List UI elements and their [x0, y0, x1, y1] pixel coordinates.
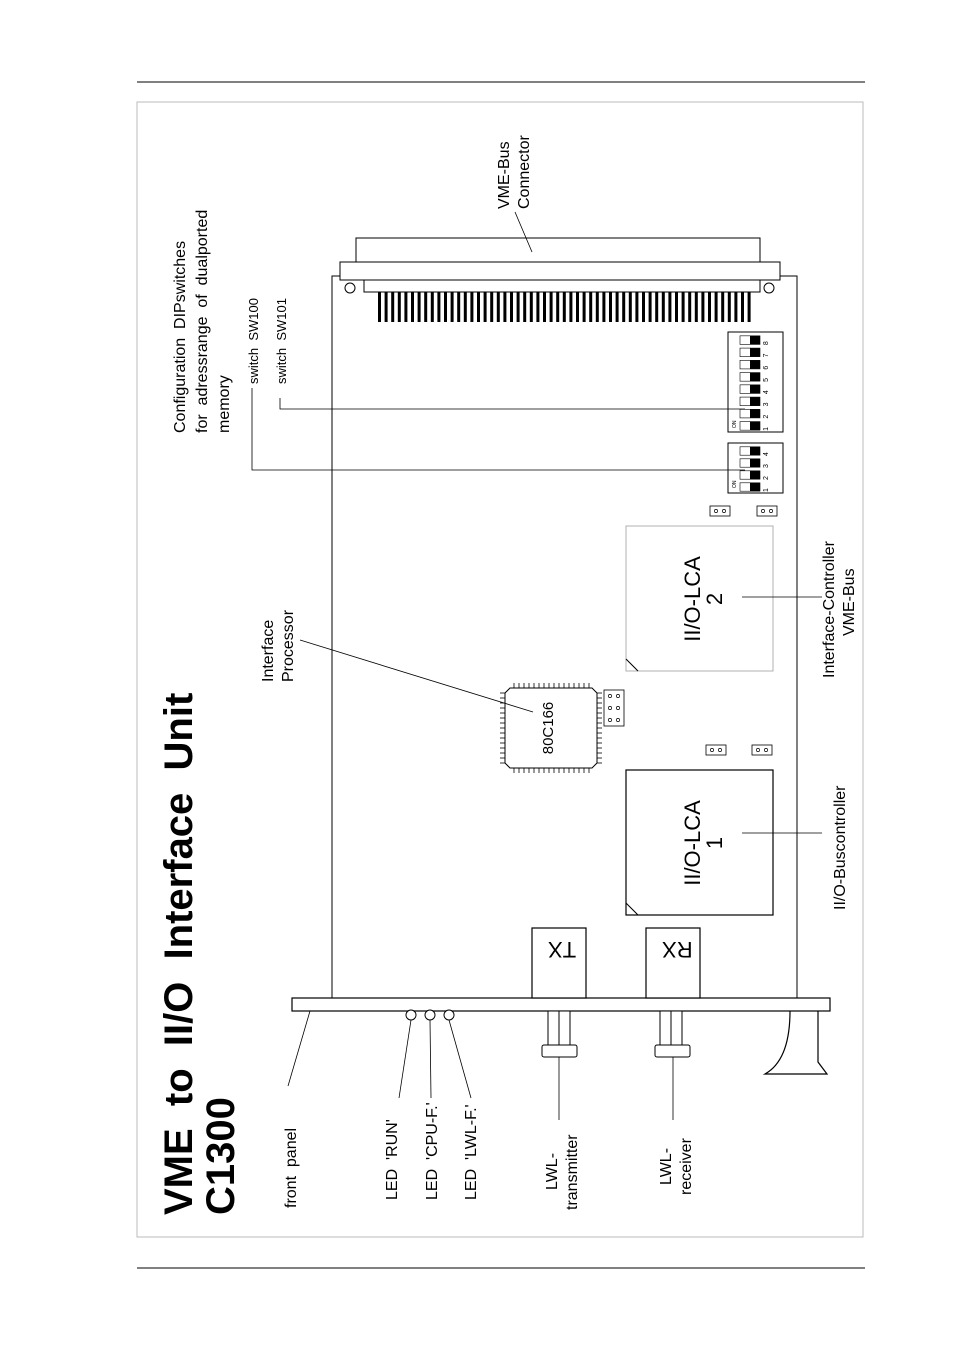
- led-lwl: [444, 1010, 454, 1020]
- dip-number-label: 7: [763, 353, 770, 358]
- dip-number-label: 6: [763, 365, 770, 370]
- dip-number-label: 2: [763, 476, 770, 480]
- label-config-line2: for adressrange of dualported: [194, 209, 211, 433]
- label-lwl-tx-line1: LWL-: [544, 1152, 561, 1190]
- label-sw100: switch SW100: [246, 298, 261, 384]
- cpu-label: 80C166: [540, 701, 557, 755]
- lwl-receiver-cap: [655, 1045, 690, 1057]
- title-line2: C1300: [199, 1097, 243, 1215]
- label-interface-processor-line2: Processor: [280, 609, 297, 682]
- label-interface-processor-line1: Interface: [260, 619, 277, 682]
- leader-sw101: [280, 398, 745, 409]
- dip-sw100-on: ON: [732, 480, 738, 488]
- jumper-block: [604, 690, 624, 726]
- label-front-panel: front panel: [283, 1127, 300, 1208]
- leader-sw100: [252, 388, 745, 470]
- lca2-label-line2: 2: [702, 592, 727, 606]
- leader-interface-processor: [300, 640, 533, 712]
- label-led-cpu: LED 'CPU-F.': [424, 1102, 441, 1200]
- label-interface-controller-line2: VME-Bus: [841, 568, 858, 636]
- rx-label: RX: [662, 937, 693, 962]
- label-sw101: switch SW101: [274, 298, 289, 384]
- dip-number-label: 1: [763, 426, 770, 431]
- jumper-pad-3: [706, 745, 726, 755]
- label-interface-controller-line1: Interface-Controller: [821, 541, 838, 678]
- dip-number-label: 2: [763, 414, 770, 419]
- tx-label: TX: [548, 937, 577, 962]
- dip-number-label: 1: [763, 488, 770, 492]
- vme-connector: [340, 238, 780, 322]
- lca2-label-line1: II/O-LCA: [680, 556, 705, 642]
- title-group: [157, 693, 243, 1215]
- label-buscontroller: II/O-Buscontroller: [832, 785, 849, 910]
- label-lwl-rx-line1: LWL-: [658, 1147, 675, 1185]
- dip-number-label: 3: [763, 464, 770, 468]
- label-lwl-tx-line2: transmitter: [564, 1134, 581, 1210]
- label-config-line3: memory: [216, 375, 233, 433]
- label-led-lwl: LED 'LWL-F.': [463, 1104, 480, 1200]
- dip-switch-sw101: [728, 332, 783, 432]
- leader-led-run: [399, 1020, 411, 1098]
- panel-handle: [765, 1011, 827, 1074]
- leader-front-panel: [288, 1011, 310, 1086]
- leader-led-lwl: [449, 1020, 471, 1098]
- lca1-label-line1: II/O-LCA: [680, 800, 705, 886]
- label-config-line1: Configuration DIPswitches: [172, 240, 189, 433]
- led-cpu: [425, 1010, 435, 1020]
- jumper-pad-4: [752, 745, 772, 755]
- front-panel: [292, 998, 830, 1011]
- leader-led-cpu: [430, 1020, 431, 1098]
- dip-number-label: 5: [763, 377, 770, 382]
- led-run: [406, 1010, 416, 1020]
- label-vme-connector-line1: VME-Bus: [496, 141, 513, 209]
- label-vme-connector-line2: Connector: [516, 135, 533, 209]
- dip-number-label: 8: [763, 341, 770, 346]
- dip-number-label: 4: [763, 452, 770, 456]
- label-led-run: LED 'RUN': [384, 1119, 401, 1200]
- label-lwl-rx-line2: receiver: [678, 1138, 695, 1195]
- lca1-label-line2: 1: [702, 836, 727, 850]
- jumper-pad-2: [757, 506, 777, 516]
- title-line1: VME to II/O Interface Unit: [157, 692, 201, 1215]
- dip-number-label: 4: [763, 390, 770, 395]
- lwl-transmitter-cap: [542, 1045, 577, 1057]
- dip-number-label: 3: [763, 402, 770, 407]
- dip-sw101-on: ON: [732, 420, 738, 428]
- jumper-pad-1: [710, 506, 730, 516]
